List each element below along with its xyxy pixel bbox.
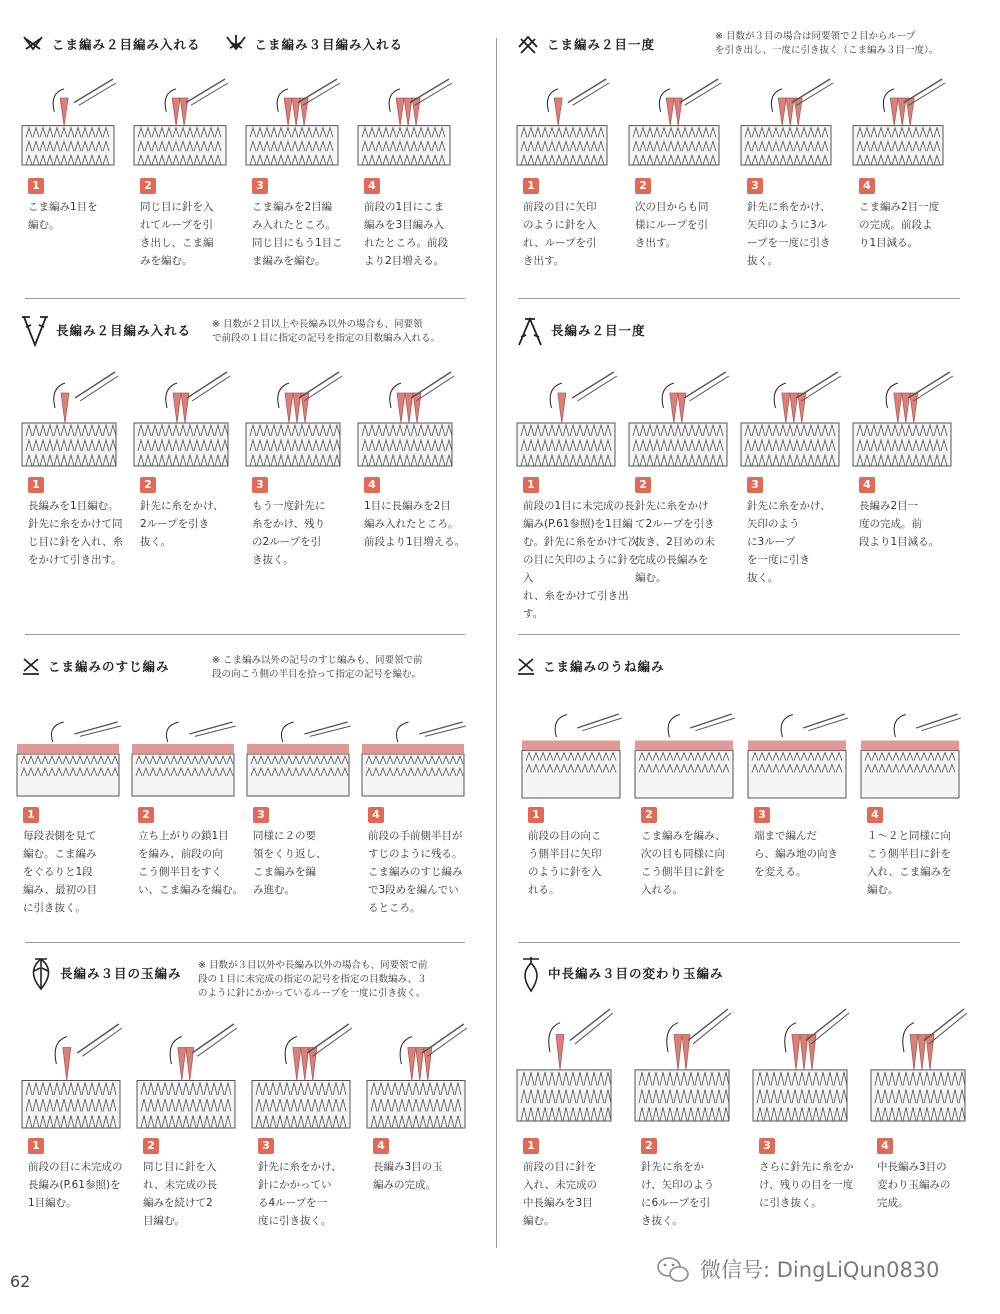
section-rule (518, 298, 960, 299)
step-number-badge: 1 (528, 807, 544, 823)
step-description: 同様に２の要 領をくり返し、 こま編みを編 み進む。 (253, 830, 327, 896)
step-description: 前段の目に針を 入れ、未完成の 中長編みを3目 編む。 (523, 1161, 598, 1227)
section-title: こま編み２目一度 (547, 37, 656, 52)
crochet-step-illustration (132, 368, 232, 468)
step-number-badge: 4 (859, 178, 875, 194)
sc-3-in-1-symbol-icon (223, 31, 249, 57)
step-description: 針先に糸をかけ、 2ループを引き 抜く。 (140, 500, 224, 548)
section-header (515, 30, 655, 58)
section-header (515, 316, 646, 344)
section-header (20, 30, 403, 58)
crochet-step-illustration (627, 368, 731, 468)
step-description: 長編み3目の玉 編みの完成。 (373, 1161, 443, 1191)
section-rule (518, 942, 960, 943)
step-number-badge: 4 (364, 178, 380, 194)
crochet-step-illustration (356, 368, 456, 468)
dc3-bobble-symbol-icon (28, 955, 54, 991)
step-number-badge: 4 (867, 807, 883, 823)
step-number-badge: 2 (140, 477, 156, 493)
sc2tog-symbol-icon (515, 31, 541, 57)
step-number-badge: 3 (258, 1138, 274, 1154)
crochet-step-illustration (515, 1005, 615, 1123)
crochet-step-illustration (515, 75, 611, 167)
step-description: こま編み1目を 編む。 (28, 201, 98, 231)
section-title: こま編み２目編み入れる (52, 37, 201, 52)
crochet-step-illustration (135, 1020, 239, 1130)
step-description: こま編みを2目編 み入れたところ。 同じ目にもう1目こ ま編みを編む。 (252, 201, 343, 267)
step-number-badge: 1 (523, 477, 539, 493)
step-number-badge: 1 (28, 1138, 44, 1154)
section-title-2: こま編み３目編み入れる (254, 37, 404, 52)
step-number-badge: 4 (859, 477, 875, 493)
step-number-badge: 1 (523, 178, 539, 194)
step-number-badge: 3 (747, 178, 763, 194)
crochet-step-illustration (851, 368, 955, 468)
step-number-badge: 1 (23, 807, 39, 823)
step-number-badge: 4 (368, 807, 384, 823)
section-header (515, 652, 665, 680)
crochet-step-illustration (739, 75, 835, 167)
page-number: 62 (10, 1272, 31, 1291)
step-number-badge: 2 (143, 1138, 159, 1154)
crochet-step-illustration (869, 1005, 969, 1123)
crochet-step-illustration (244, 75, 342, 167)
step-number-badge: 3 (754, 807, 770, 823)
step-number-badge: 3 (747, 477, 763, 493)
sc-ridge-symbol-icon (515, 655, 537, 677)
crochet-step-illustration (360, 718, 468, 798)
step-number-badge: 3 (252, 178, 268, 194)
step-number-badge: 3 (759, 1138, 775, 1154)
step-number-badge: 4 (364, 477, 380, 493)
step-number-badge: 2 (635, 178, 651, 194)
step-description: 端まで編んだ ら、編み地の向き を変える。 (754, 830, 838, 878)
step-description: こま編み2目一度 の完成。前段よ り1目減る。 (859, 201, 940, 249)
crochet-step-illustration (859, 710, 963, 800)
section-title: 長編み２目一度 (551, 323, 646, 338)
step-number-badge: 2 (138, 807, 154, 823)
section-note: ※ 目数が３目以外や長編み以外の場合も、同要領で前 段の１目に未完成の指定の記号を指定の目数編み、３ のように針にかかっているループを一度に引き抜く。 (198, 960, 428, 999)
crochet-step-illustration (739, 368, 843, 468)
step-number-badge: 1 (523, 1138, 539, 1154)
section-title: 中長編み３目の変わり玉編み (548, 966, 724, 981)
step-description: 針先に糸をか け、矢印のよう に6ループを引 き抜く。 (641, 1161, 715, 1227)
step-description: こま編みを編み、 次の目も同様に向 こう側半目に針を 入れる。 (641, 830, 726, 896)
step-description: 前段の目の向こ う側半目に矢印 のように針を入 れる。 (528, 830, 602, 896)
sc-2-in-1-symbol-icon (20, 31, 46, 57)
section-rule (518, 634, 960, 635)
step-description: 長編み2目一 度の完成。前 段より1目減る。 (859, 500, 940, 548)
watermark-text: 微信号: DingLiQun0830 (700, 1258, 940, 1282)
section-header (28, 959, 182, 987)
crochet-step-illustration (15, 718, 123, 798)
wechat-icon (655, 1255, 691, 1285)
section-title: こま編みのすじ編み (48, 659, 170, 674)
step-description: 前段の目に矢印 のように針を入 れ、ループを引 き出す。 (523, 201, 597, 267)
step-description: 針先に糸をかけ、 針にかかってい る4ループを一 度に引き抜く。 (258, 1161, 342, 1227)
step-number-badge: 4 (373, 1138, 389, 1154)
section-title: こま編みのうね編み (543, 659, 665, 674)
step-description: 前段の1目にこま 編みを3目編み入 れたところ。前段 より2目増える。 (364, 201, 448, 267)
crochet-step-illustration (245, 718, 353, 798)
section-title: 長編み３目の玉編み (60, 966, 182, 981)
crochet-step-illustration (515, 368, 619, 468)
section-header (520, 959, 724, 987)
crochet-step-illustration (633, 710, 737, 800)
section-note: ※ 目数が３目の場合は同要領で２目からループ を引き出し、一度に引き抜く（こま編み３目一度）。 (715, 31, 939, 56)
dc2tog-symbol-icon (515, 313, 545, 347)
crochet-step-illustration (20, 1020, 124, 1130)
section-title: 長編み２目編み入れる (56, 323, 192, 338)
step-number-badge: 3 (252, 477, 268, 493)
step-description: 次の目からも同 様にループを引 き出す。 (635, 201, 709, 249)
section-rule (25, 634, 465, 635)
crochet-step-illustration (851, 75, 947, 167)
crochet-step-illustration (751, 1005, 851, 1123)
crochet-step-illustration (520, 710, 624, 800)
step-number-badge: 2 (641, 807, 657, 823)
step-description: もう一度針先に 糸をかけ、残り の2ループを引 き抜く。 (252, 500, 326, 566)
section-note: ※ こま編み以外の記号のすじ編みも、同要領で前 段の向こう側の半目を拾って指定の記号を編む。 (212, 655, 423, 680)
crochet-step-illustration (746, 710, 850, 800)
section-rule (25, 298, 465, 299)
step-description: １～２と同様に向 こう側半目に針を 入れ、こま編みを 編む。 (867, 830, 952, 896)
section-header (20, 316, 191, 344)
step-description: さらに針先に糸をか け、残りの目を一度 に引き抜く。 (759, 1161, 854, 1209)
step-description: 前段の手前側半目が すじのように残る。 こま編みのすじ編み で3段めを編んでい るところ。 (368, 830, 463, 914)
step-number-badge: 3 (253, 807, 269, 823)
section-note: ※ 目数が２目以上や長編み以外の場合も、同要領 で前段の１目に指定の記号を指定の目数編み入れる。 (212, 319, 441, 344)
crochet-step-illustration (250, 1020, 354, 1130)
crochet-step-illustration (130, 718, 238, 798)
crochet-step-illustration (20, 368, 120, 468)
step-description: 同じ目に針を入 れてループを引 き出し、こま編 みを編む。 (140, 201, 214, 267)
crochet-step-illustration (627, 75, 723, 167)
sc-blo-symbol-icon (20, 655, 42, 677)
step-description: 針先に糸をかけ て2ループを引き 抜き、2目めの未 完成の長編みを 編む。 (635, 500, 715, 584)
section-rule (25, 942, 465, 943)
step-description: 立ち上がりの鎖1目 を編み、前段の向 こう側半目をすく い、こま編みを編む。 (138, 830, 243, 896)
hdc3-puff-symbol-icon (520, 953, 542, 993)
step-number-badge: 1 (28, 178, 44, 194)
column-divider (496, 38, 497, 1248)
dc-2-in-1-symbol-icon (20, 313, 50, 347)
crochet-step-illustration (633, 1005, 733, 1123)
step-number-badge: 2 (635, 477, 651, 493)
crochet-step-illustration (365, 1020, 469, 1130)
step-description: 前段の目に未完成の 長編み(P.61参照)を 1目編む。 (28, 1161, 123, 1209)
crochet-step-illustration (244, 368, 344, 468)
section-header (20, 652, 170, 680)
step-description: 1目に長編みを2目 編み入れたところ。 前段より1目増える。 (364, 500, 466, 548)
crochet-step-illustration (356, 75, 454, 167)
step-number-badge: 2 (140, 178, 156, 194)
step-number-badge: 4 (877, 1138, 893, 1154)
step-description: 前段の1目に未完成の長 編み(P.61参照)を1目編 む。針先に糸をかけて次 の目に矢印のように針を入 れ、糸をかけて引き出す。 (523, 500, 639, 620)
step-description: 針先に糸をかけ、 矢印のように3ル ープを一度に引き 抜く。 (747, 201, 831, 267)
step-description: 針先に糸をかけ、 矢印のよう に3ループ を一度に引き 抜く。 (747, 500, 831, 584)
step-description: 中長編み3目の 変わり玉編みの 完成。 (877, 1161, 951, 1209)
step-description: 毎段表側を見て 編む。こま編み をぐるりと1段 編み、最初の目 に引き抜く。 (23, 830, 98, 914)
step-number-badge: 1 (28, 477, 44, 493)
step-description: 長編みを1目編む。 針先に糸をかけて同 じ目に針を入れ、糸 をかけて引き出す。 (28, 500, 124, 566)
step-number-badge: 2 (641, 1138, 657, 1154)
crochet-step-illustration (132, 75, 230, 167)
crochet-step-illustration (20, 75, 118, 167)
step-description: 同じ目に針を入 れ、未完成の長 編みを続けて2 目編む。 (143, 1161, 218, 1227)
